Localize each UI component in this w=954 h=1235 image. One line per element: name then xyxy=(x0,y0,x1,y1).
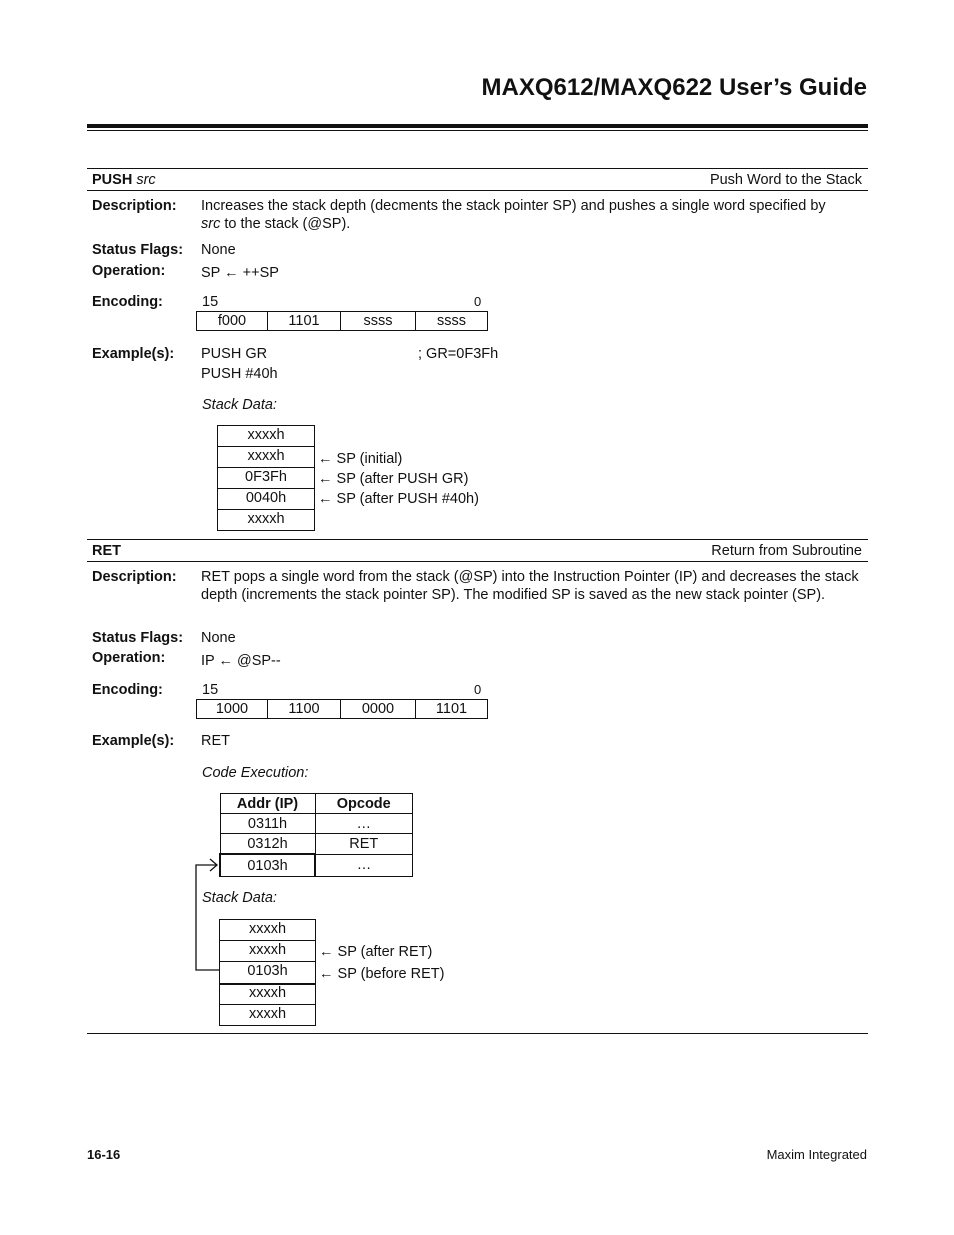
push-encoding-field: ssss xyxy=(415,312,487,330)
push-encoding-bit-high: 15 xyxy=(202,294,219,310)
stack-cell: xxxxh xyxy=(220,941,315,962)
push-operation-label: Operation: xyxy=(92,263,166,279)
push-status-label: Status Flags: xyxy=(92,242,184,258)
ret-code-table xyxy=(219,793,413,877)
push-description-src: src xyxy=(201,216,221,232)
footer-company: Maxim Integrated xyxy=(766,1147,867,1162)
ret-sp-after-arrow: ← SP (after RET) xyxy=(319,944,433,960)
push-encoding-field: 1101 xyxy=(267,312,340,330)
ret-example-1: RET xyxy=(201,733,230,749)
push-summary: Push Word to the Stack xyxy=(709,172,862,188)
ret-description xyxy=(201,568,862,604)
push-description-line1: Increases the stack depth (decments the stack pointer SP) and pushes a single word specified by xyxy=(201,198,826,214)
stack-cell: xxxxh xyxy=(218,426,314,447)
push-example-1-comment: ; GR=0F3Fh xyxy=(418,346,499,362)
ret-examples-label: Example(s): xyxy=(92,733,175,749)
ret-top-rule xyxy=(87,539,868,540)
push-description-line2: to the stack (@SP). xyxy=(220,216,351,232)
stack-cell: 0040h xyxy=(218,489,314,510)
table-row xyxy=(220,834,413,855)
code-addr: 0311h xyxy=(220,814,315,834)
stack-cell: xxxxh xyxy=(218,510,314,531)
ret-sp-before-arrow: ← SP (before RET) xyxy=(319,966,445,982)
ret-status-label: Status Flags: xyxy=(92,630,184,646)
ret-description-label: Description: xyxy=(92,569,177,585)
ret-summary: Return from Subroutine xyxy=(711,543,862,559)
page-number: 16-16 xyxy=(87,1147,121,1162)
section-bottom-rule xyxy=(87,1033,868,1034)
header-rule-thin xyxy=(87,130,868,131)
ret-encoding-bit-high: 15 xyxy=(202,682,219,698)
push-description-label: Description: xyxy=(92,198,177,214)
ret-operation-label: Operation: xyxy=(92,650,166,666)
stack-cell: 0F3Fh xyxy=(218,468,314,489)
push-heading-rule xyxy=(87,190,868,191)
push-example-2: PUSH #40h xyxy=(201,366,278,382)
code-opcode: RET xyxy=(315,834,413,855)
push-stack-table xyxy=(217,425,315,531)
push-sp-after-40h-arrow: ← SP (after PUSH #40h) xyxy=(318,491,479,507)
push-encoding-field: f000 xyxy=(217,313,247,329)
page-title: MAXQ612/MAXQ622 User’s Guide xyxy=(481,74,867,101)
push-encoding-field: ssss xyxy=(340,312,415,330)
ret-encoding-table xyxy=(196,699,488,719)
push-example-1: PUSH GR xyxy=(201,346,268,362)
push-status-value: None xyxy=(201,242,236,258)
push-description xyxy=(201,197,862,233)
return-flow-arrow xyxy=(190,850,224,975)
code-opcode: … xyxy=(315,814,413,834)
ret-stack-table xyxy=(219,919,316,1026)
code-opcode: … xyxy=(315,854,413,877)
push-heading xyxy=(92,171,156,189)
ret-encoding-field: 0000 xyxy=(340,700,415,718)
section-top-rule xyxy=(87,168,868,169)
table-row xyxy=(220,814,413,834)
code-addr: 0312h xyxy=(220,834,315,855)
push-encoding-label: Encoding: xyxy=(92,294,163,310)
stack-cell: xxxxh xyxy=(218,447,314,468)
stack-cell: xxxxh xyxy=(220,1005,315,1026)
ret-encoding-field: 1000 xyxy=(215,701,249,717)
stack-cell-highlight: 0103h xyxy=(220,962,315,984)
code-addr-highlight: 0103h xyxy=(220,854,315,877)
ret-mnemonic: RET xyxy=(92,543,121,559)
stack-cell: xxxxh xyxy=(220,920,315,941)
push-sp-after-gr-arrow: ← SP (after PUSH GR) xyxy=(318,471,469,487)
ret-description-line2: depth (increments the stack pointer SP). The modified SP is saved as the new stack pointer (SP). xyxy=(201,587,826,603)
ret-operation-value: IP ← @SP-- xyxy=(201,653,281,669)
push-operation-value: SP ← ++SP xyxy=(201,265,279,281)
stack-cell: xxxxh xyxy=(220,984,315,1005)
ret-heading-rule xyxy=(87,561,868,562)
push-encoding-bit-low: 0 xyxy=(474,294,482,309)
push-operand: src xyxy=(136,172,156,188)
ret-encoding-label: Encoding: xyxy=(92,682,163,698)
ret-description-line1: RET pops a single word from the stack (@SP) into the Instruction Pointer (IP) and decreases the stack xyxy=(201,569,859,585)
push-mnemonic: PUSH xyxy=(92,172,133,188)
ret-stack-caption: Stack Data: xyxy=(202,890,277,906)
table-header-row xyxy=(220,794,413,814)
push-stack-caption: Stack Data: xyxy=(202,397,277,413)
ret-encoding-field: 1101 xyxy=(415,700,487,718)
table-row xyxy=(220,854,413,877)
push-sp-initial-arrow: ← SP (initial) xyxy=(318,451,403,467)
code-header-opcode: Opcode xyxy=(315,794,413,814)
ret-code-caption: Code Execution: xyxy=(202,765,309,781)
push-encoding-table xyxy=(196,311,488,331)
header-rule-thick xyxy=(87,124,868,128)
ret-encoding-bit-low: 0 xyxy=(474,682,482,697)
ret-status-value: None xyxy=(201,630,236,646)
push-examples-label: Example(s): xyxy=(92,346,175,362)
code-header-addr: Addr (IP) xyxy=(220,794,315,814)
ret-encoding-field: 1100 xyxy=(267,700,340,718)
